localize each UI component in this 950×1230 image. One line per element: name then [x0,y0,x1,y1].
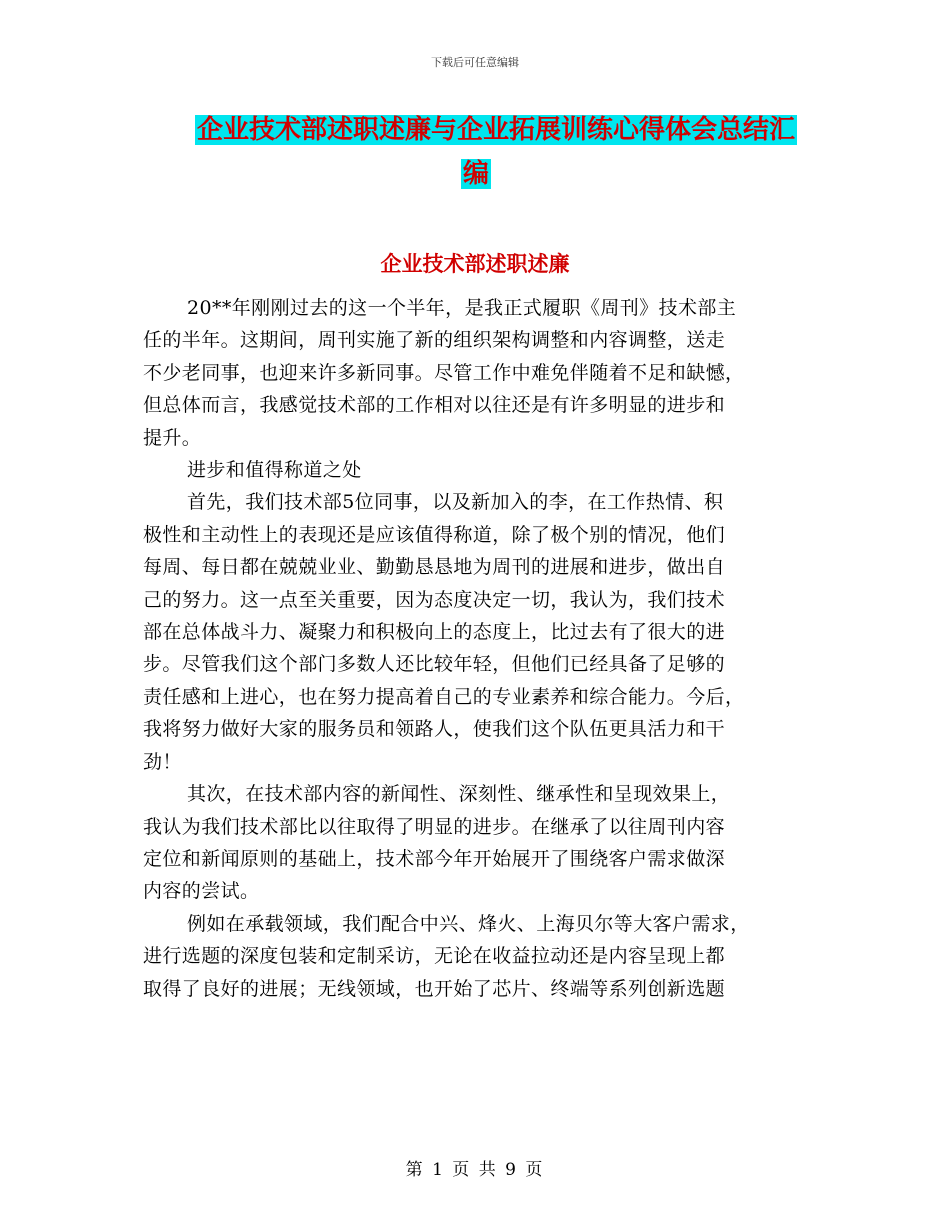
document-title-line-2 [461,154,491,194]
paragraph-line: 极性和主动性上的表现还是应该值得称道，除了极个别的情况，他们 [143,523,726,546]
paragraph-line: 己的努力。这一点至关重要，因为态度决定一切，我认为，我们技术 [143,588,726,611]
document-title-line-1 [195,110,797,150]
paragraph-line: 不少老同事，也迎来许多新同事。尽管工作中难免伴随着不足和缺憾， [143,361,745,384]
paragraph-line: 定位和新闻原则的基础上，技术部今年开始展开了围绕客户需求做深 [143,847,726,870]
paragraph-line: 内容的尝试。 [143,880,260,903]
paragraph-line: 步。尽管我们这个部门多数人还比较年轻，但他们已经具备了足够的 [143,653,726,676]
document-body [143,292,803,1005]
paragraph-2 [143,454,803,486]
paragraph-line: 任的半年。这期间，周刊实施了新的组织架构调整和内容调整，送走 [143,329,726,352]
paragraph-4 [143,778,803,908]
paragraph-line: 其次，在技术部内容的新闻性、深刻性、继承性和呈现效果上， [187,783,731,806]
page-footer: 第 1 页 共 9 页 [405,1160,545,1180]
paragraph-line: 我将努力做好大家的服务员和领路人，使我们这个队伍更具活力和干 [143,718,726,741]
paragraph-line: 20**年刚刚过去的这一个半年，是我正式履职《周刊》技术部主 [187,297,737,319]
paragraph-line: 但总体而言，我感觉技术部的工作相对以往还是有许多明显的进步和 [143,394,726,417]
paragraph-line: 我认为我们技术部比以往取得了明显的进步。在继承了以往周刊内容 [143,815,726,838]
paragraph-1 [143,292,803,454]
paragraph-line: 劲！ [143,750,182,773]
paragraph-line: 提升。 [143,426,202,449]
paragraph-line: 责任感和上进心，也在努力提高着自己的专业素养和综合能力。今后， [143,685,745,708]
paragraph-line: 进行选题的深度包装和定制采访，无论在收益拉动还是内容呈现上都 [143,945,726,968]
paragraph-line: 例如在承载领域，我们配合中兴、烽火、上海贝尔等大客户需求， [187,912,750,935]
document-title-line-2-text: 编 [463,159,490,189]
paragraph-line: 每周、每日都在兢兢业业、勤勤恳恳地为周刊的进展和进步，做出自 [143,556,726,579]
paragraph-5 [143,908,803,1005]
paragraph-line: 进步和值得称道之处 [187,459,362,482]
section-heading: 企业技术部述职述廉 [380,251,570,276]
paragraph-line: 部在总体战斗力、凝聚力和积极向上的态度上，比过去有了很大的进 [143,621,726,644]
paragraph-3 [143,486,803,778]
paragraph-line: 取得了良好的进展；无线领域，也开始了芯片、终端等系列创新选题 [143,977,726,1000]
page-header-note: 下载后可任意编辑 [431,56,519,69]
paragraph-line: 首先，我们技术部5位同事，以及新加入的李，在工作热情、积 [187,491,724,514]
document-title-line-1-text: 企业技术部述职述廉与企业拓展训练心得体会总结汇 [197,115,796,145]
